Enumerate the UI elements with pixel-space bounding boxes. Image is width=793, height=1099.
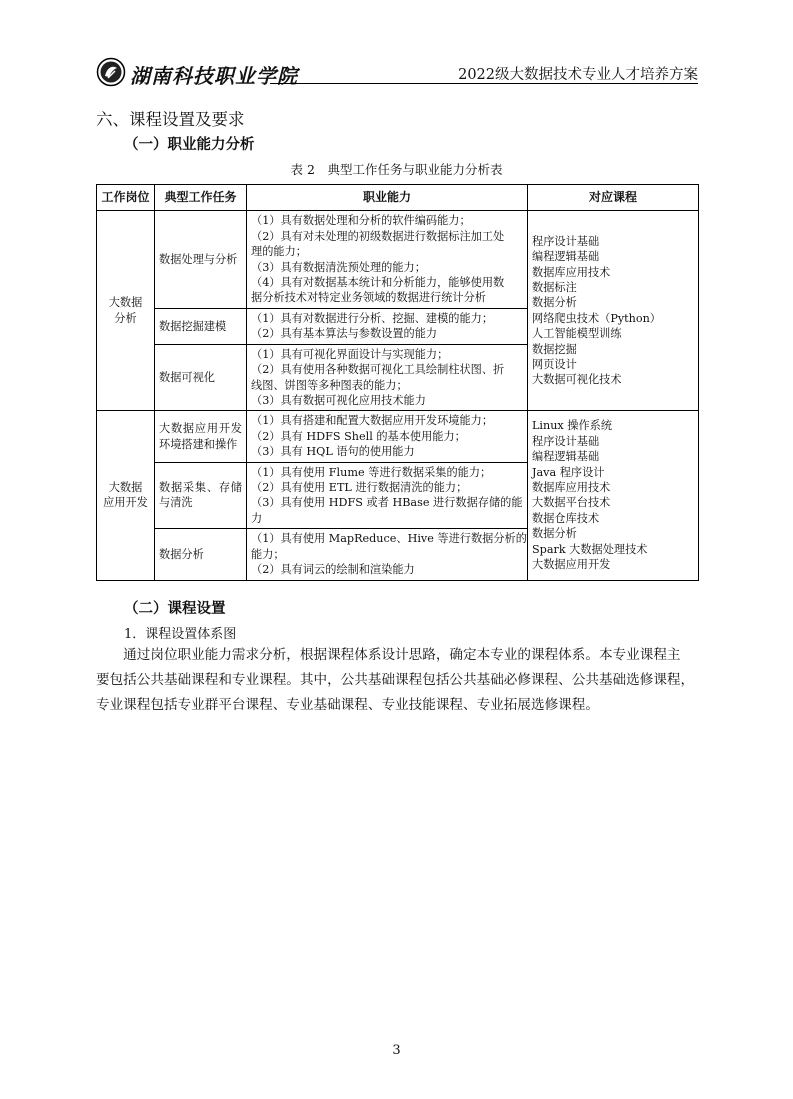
column-header: 职业能力: [247, 185, 528, 211]
subsection-heading: （二）课程设置: [124, 601, 226, 617]
ability-cell: （1）具有使用 MapReduce、Hive 等进行数据分析的 能力； （2）具有词云的绘制和渲染能力: [247, 529, 528, 580]
column-header: 工作岗位: [97, 185, 155, 211]
column-header: 典型工作任务: [155, 185, 247, 211]
ability-analysis-table: [96, 184, 699, 581]
page-number: 3: [392, 1043, 401, 1058]
paragraph-line: 要包括公共基础课程和专业课程。其中，公共基础课程包括公共基础必修课程、公共基础选修课程，: [96, 672, 695, 688]
ability-cell: （1）具有搭建和配置大数据应用开发环境能力； （2）具有 HDFS Shell 的基本使用能力； （3）具有 HQL 语句的使用能力: [247, 411, 528, 462]
task-cell: 数据分析: [155, 529, 247, 580]
body-paragraph: [96, 643, 698, 718]
table-caption: 表 2 典型工作任务与职业能力分析表: [290, 162, 503, 177]
sub-subsection-heading: 1．课程设置体系图: [124, 627, 237, 642]
paragraph-line: 专业课程包括专业群平台课程、专业基础课程、专业技能课程、专业拓展选修课程。: [96, 697, 599, 713]
post-cell: 大数据 分析: [97, 211, 155, 411]
paragraph-line: 通过岗位职业能力需求分析，根据课程体系设计思路，确定本专业的课程体系。本专业课程主: [96, 647, 681, 663]
page-header: [96, 57, 698, 89]
task-cell: 数据采集、存储与清洗: [155, 462, 247, 529]
school-name: 湖南科技职业学院: [130, 64, 298, 88]
post-cell: 大数据 应用开发: [97, 411, 155, 580]
school-logo-icon: [96, 57, 126, 87]
task-cell: 数据处理与分析: [155, 211, 247, 309]
task-cell: 大数据应用开发环境搭建和操作: [155, 411, 247, 462]
table-header-row: [97, 185, 699, 211]
table-row: [97, 211, 699, 309]
ability-cell: （1）具有数据处理和分析的软件编码能力； （2）具有对未处理的初级数据进行数据标注加工处 理的能力； （3）具有数据清洗预处理的能力； （4）具有对数据基本统计和分析能力，能够使用数 据分析技术对特定业务领域的数据进行统计分析: [247, 211, 528, 309]
ability-cell: （1）具有对数据进行分析、挖掘、建模的能力； （2）具有基本算法与参数设置的能力: [247, 309, 528, 345]
task-cell: 数据挖掘建模: [155, 309, 247, 345]
table-row: [97, 411, 699, 462]
column-header: 对应课程: [528, 185, 699, 211]
task-cell: 数据可视化: [155, 344, 247, 411]
course-cell: Linux 操作系统 程序设计基础 编程逻辑基础 Java 程序设计 数据库应用技术 大数据平台技术 数据仓库技术 数据分析 Spark 大数据处理技术 大数据应用开发: [528, 411, 699, 580]
ability-cell: （1）具有使用 Flume 等进行数据采集的能力； （2）具有使用 ETL 进行数据清洗的能力； （3）具有使用 HDFS 或者 HBase 进行数据存储的能 力: [247, 462, 528, 529]
document-title: 2022级大数据技术专业人才培养方案: [458, 67, 698, 83]
course-cell: 程序设计基础 编程逻辑基础 数据库应用技术 数据标注 数据分析 网络爬虫技术（Python） 人工智能模型训练 数据挖掘 网页设计 大数据可视化技术: [528, 211, 699, 411]
ability-cell: （1）具有可视化界面设计与实现能力； （2）具有使用各种数据可视化工具绘制柱状图、折 线图、饼图等多种图表的能力； （3）具有数据可视化应用技术能力: [247, 344, 528, 411]
subsection-heading: （一）职业能力分析: [124, 137, 255, 153]
section-heading: 六、课程设置及要求: [96, 110, 245, 129]
